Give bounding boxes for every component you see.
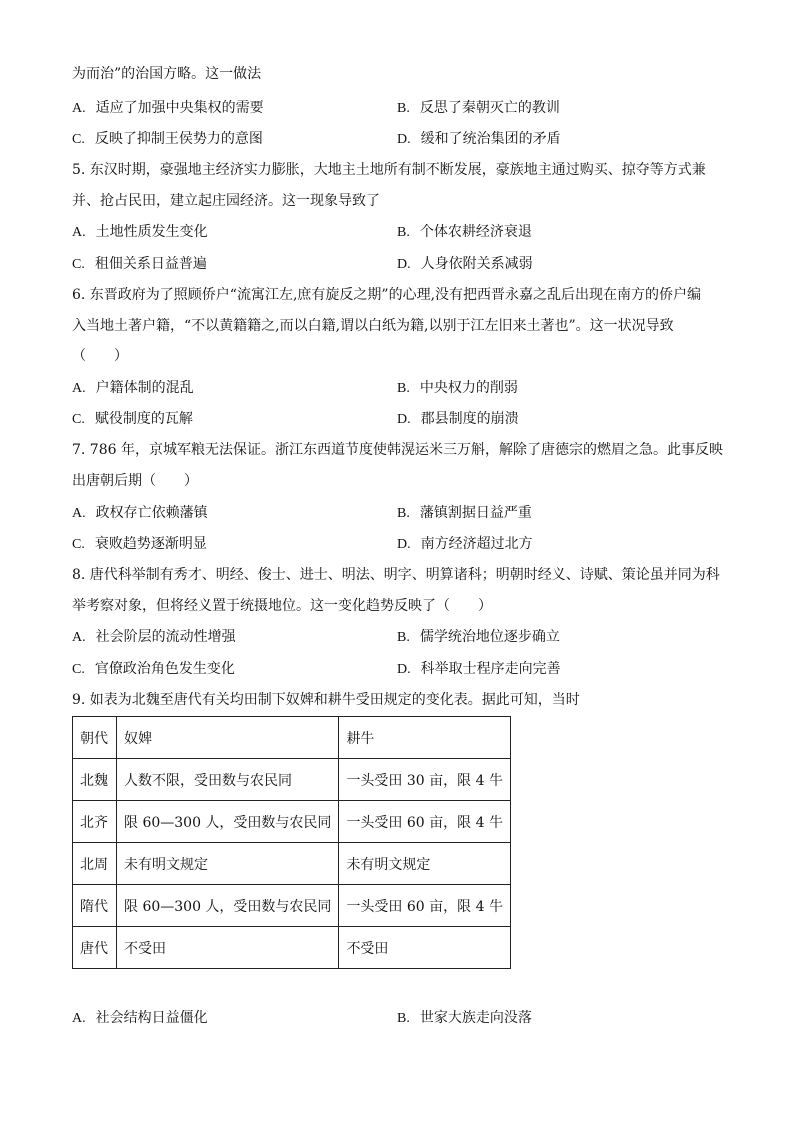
table-cell: 北齐: [73, 801, 117, 843]
q5-option-c: [72, 254, 207, 275]
option-letter: D.: [397, 132, 411, 147]
table-cell: 北魏: [73, 759, 117, 801]
q5-option-b: [397, 222, 532, 243]
q8-option-d: [397, 659, 561, 680]
table-cell: 限 60—300 人，受田数与农民同: [117, 885, 339, 927]
q8-option-c: [72, 659, 235, 680]
option-text: 衰败趋势逐渐明显: [94, 536, 207, 552]
option-text: 南方经济超过北方: [420, 536, 533, 552]
option-letter: C.: [72, 257, 85, 272]
option-letter: B.: [397, 101, 410, 116]
option-text: 政权存亡依赖藩镇: [95, 505, 208, 521]
option-text: 儒学统治地位逐步确立: [419, 629, 560, 645]
table-cell: 隋代: [73, 885, 117, 927]
option-text: 中央权力的削弱: [419, 380, 518, 396]
q6-stem-line-1: 6. 东晋政府为了照顾侨户“流寓江左,庶有旋反之期”的心理,没有把西晋永嘉之乱后出现在南方的侨户编: [72, 287, 702, 303]
q6-stem-line-2: 入当地土著户籍，“不以黄籍籍之,而以白籍,谓以白纸为籍,以别于江左旧来土著也”。这一状况导致: [72, 318, 674, 334]
option-letter: C.: [72, 537, 85, 552]
option-text: 科举取士程序走向完善: [420, 661, 561, 677]
option-letter: B.: [397, 381, 410, 396]
table-row: [73, 927, 511, 969]
q5-stem-line-1: 5. 东汉时期，豪强地主经济实力膨胀，大地主土地所有制不断发展，豪族地主通过购买、掠夺等方式兼: [72, 162, 706, 178]
q7-option-a: [72, 503, 208, 524]
option-letter: B.: [397, 506, 410, 521]
option-letter: D.: [397, 662, 411, 677]
option-text: 人身依附关系减弱: [420, 256, 533, 272]
option-letter: C.: [72, 132, 85, 147]
table-cell: 唐代: [73, 927, 117, 969]
table-row: [73, 759, 511, 801]
option-letter: C.: [72, 662, 85, 677]
q4-option-c: [72, 129, 263, 150]
table-header-cell: 朝代: [73, 717, 117, 759]
option-letter: B.: [397, 225, 410, 240]
table-header-cell: 奴婢: [117, 717, 339, 759]
table-row: [73, 885, 511, 927]
q4-option-b: [397, 98, 560, 119]
q5-stem-line-2: 并、抢占民田，建立起庄园经济。这一现象导致了: [72, 193, 380, 209]
table-cell: 一头受田 60 亩，限 4 牛: [339, 885, 511, 927]
option-letter: D.: [397, 257, 411, 272]
q7-stem-line-2: 出唐朝后期（ ）: [72, 473, 198, 489]
table-row: [73, 843, 511, 885]
option-letter: D.: [397, 537, 411, 552]
q7-option-c: [72, 534, 207, 555]
option-text: 反映了抑制王侯势力的意图: [94, 131, 263, 147]
table-cell: 限 60—300 人，受田数与农民同: [117, 801, 339, 843]
option-text: 适应了加强中央集权的需要: [95, 100, 264, 116]
q8-stem-line-1: 8. 唐代科举制有秀才、明经、俊士、进士、明法、明字、明算诸科；明朝时经义、诗赋、策论虽并同为科: [72, 567, 720, 583]
q7-option-b: [397, 503, 532, 524]
q8-stem-line-2: 举考察对象，但将经义置于统摄地位。这一变化趋势反映了（ ）: [72, 598, 492, 614]
option-text: 租佃关系日益普遍: [94, 256, 207, 272]
q6-option-b: [397, 378, 518, 399]
option-text: 社会阶层的流动性增强: [95, 629, 236, 645]
option-letter: A.: [72, 630, 86, 645]
option-letter: B.: [397, 630, 410, 645]
table-row: [73, 801, 511, 843]
option-text: 反思了秦朝灭亡的教训: [419, 100, 560, 116]
option-letter: C.: [72, 412, 85, 427]
option-letter: A.: [72, 101, 86, 116]
table-cell: 未有明文规定: [339, 843, 511, 885]
q4-option-d: [397, 129, 561, 150]
table-cell: 人数不限，受田数与农民同: [117, 759, 339, 801]
option-text: 世家大族走向没落: [419, 1010, 532, 1026]
option-letter: A.: [72, 1011, 86, 1026]
option-text: 缓和了统治集团的矛盾: [420, 131, 561, 147]
option-letter: A.: [72, 506, 86, 521]
table-cell: 一头受田 60 亩，限 4 牛: [339, 801, 511, 843]
option-letter: B.: [397, 1011, 410, 1026]
option-text: 官僚政治角色发生变化: [94, 661, 235, 677]
q6-option-a: [72, 378, 194, 399]
option-text: 户籍体制的混乱: [95, 380, 194, 396]
q6-option-c: [72, 409, 193, 430]
q4-stem-continuation: 为而治”的治国方略。这一做法: [72, 66, 262, 82]
option-text: 个体农耕经济衰退: [419, 224, 532, 240]
table-cell: 北周: [73, 843, 117, 885]
option-text: 郡县制度的崩溃: [420, 411, 519, 427]
q8-option-b: [397, 627, 560, 648]
q7-stem-line-1: 7. 786 年，京城军粮无法保证。浙江东西道节度使韩滉运米三万斛，解除了唐德宗的燃眉之急。此事反映: [72, 442, 723, 458]
option-letter: A.: [72, 381, 86, 396]
option-text: 土地性质发生变化: [95, 224, 208, 240]
land-allocation-table: [72, 716, 511, 969]
q5-option-a: [72, 222, 208, 243]
option-text: 社会结构日益僵化: [95, 1010, 208, 1026]
option-letter: A.: [72, 225, 86, 240]
q9-option-b: [397, 1008, 532, 1029]
option-letter: D.: [397, 412, 411, 427]
q6-answer-blank: （ ）: [72, 348, 128, 364]
q8-option-a: [72, 627, 236, 648]
q5-option-d: [397, 254, 533, 275]
table-cell: 未有明文规定: [117, 843, 339, 885]
q4-option-a: [72, 98, 264, 119]
table-cell: 不受田: [339, 927, 511, 969]
q6-option-d: [397, 409, 519, 430]
option-text: 赋役制度的瓦解: [94, 411, 193, 427]
q7-option-d: [397, 534, 533, 555]
table-cell: 一头受田 30 亩，限 4 牛: [339, 759, 511, 801]
table-header-cell: 耕牛: [339, 717, 511, 759]
table-header-row: [73, 717, 511, 759]
option-text: 藩镇割据日益严重: [419, 505, 532, 521]
q9-option-a: [72, 1008, 208, 1029]
table-cell: 不受田: [117, 927, 339, 969]
q9-stem: 9. 如表为北魏至唐代有关均田制下奴婢和耕牛受田规定的变化表。据此可知，当时: [72, 692, 580, 708]
